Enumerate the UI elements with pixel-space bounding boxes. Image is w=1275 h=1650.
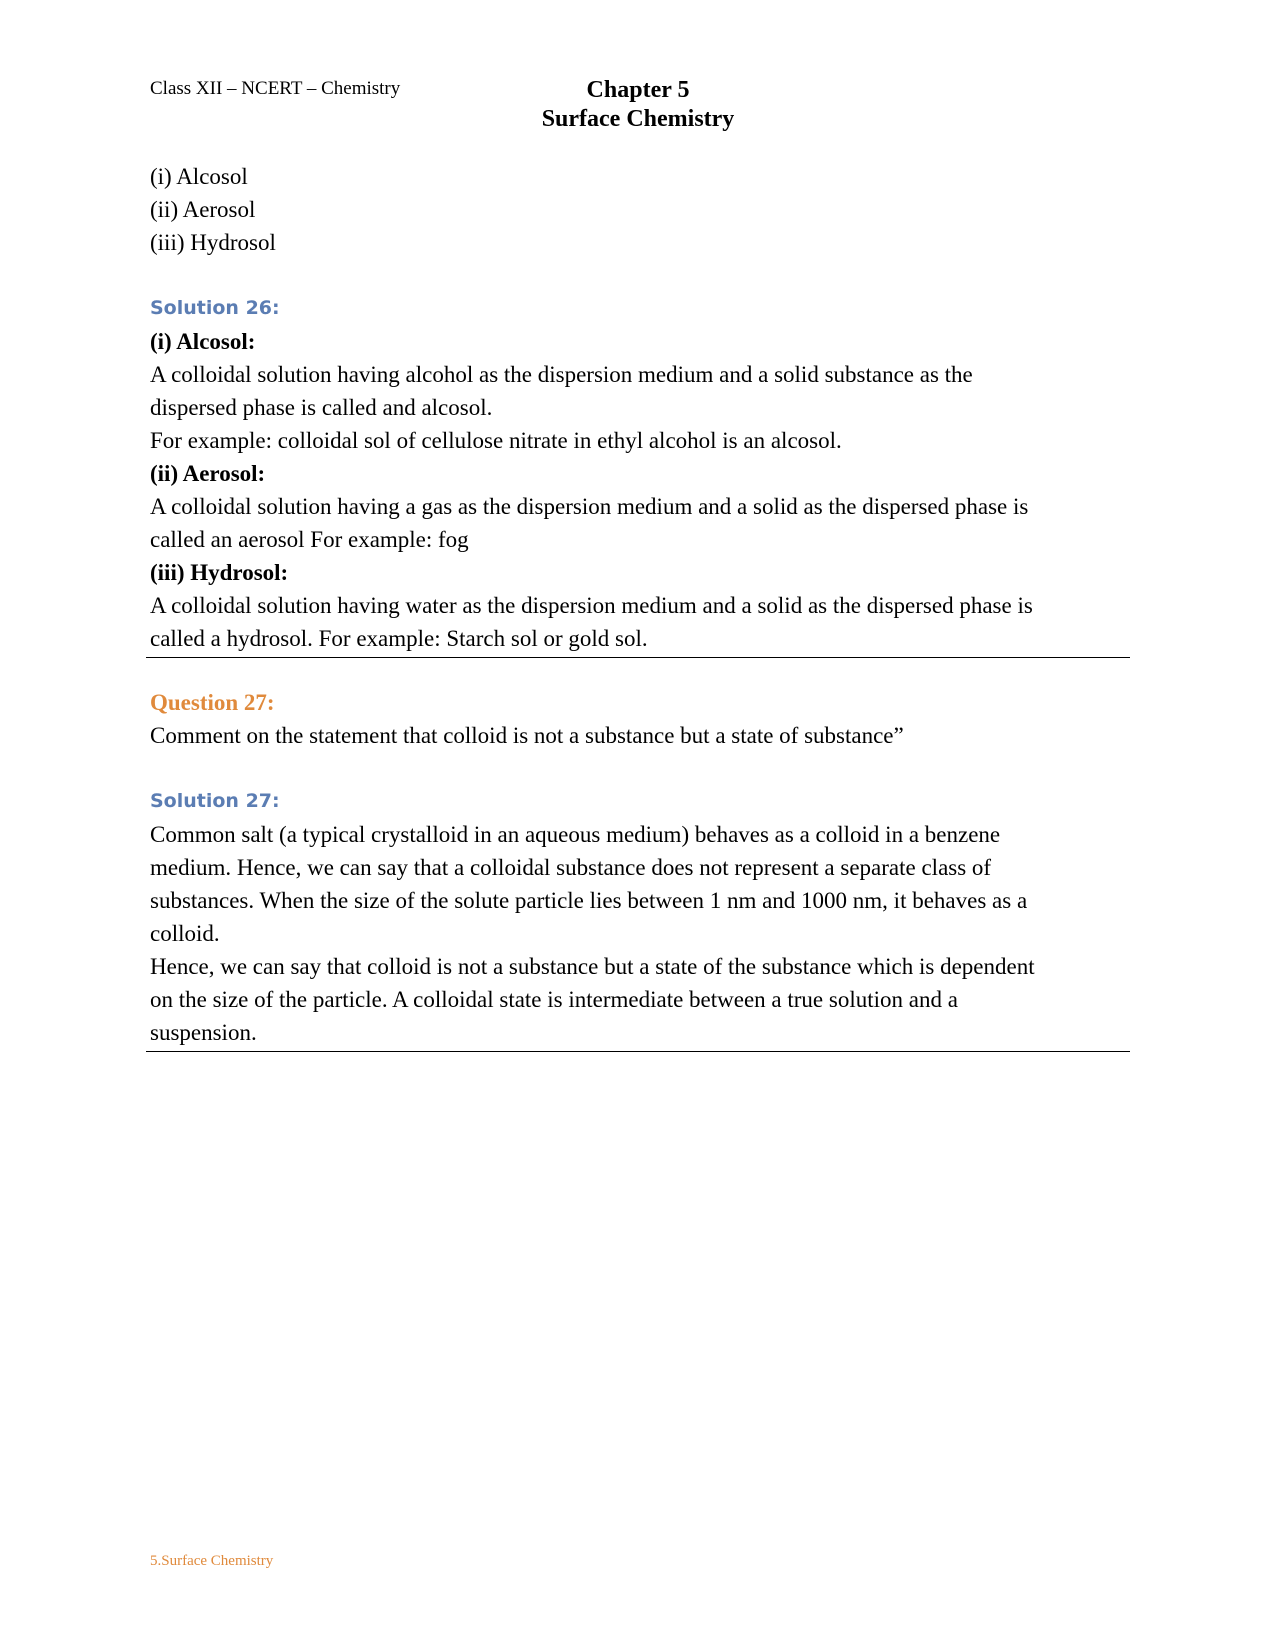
aerosol-text-line: called an aerosol For example: fog [150,527,469,552]
solution-27-text-line: Hence, we can say that colloid is not a substance but a state of the substance which is dependent [150,954,1035,979]
header-chapter-block [438,76,838,134]
page-content [150,160,1130,1052]
intro-list-item: (i) Alcosol [150,164,248,189]
hydrosol-text-line: called a hydrosol. For example: Starch sol or gold sol. [150,626,648,651]
intro-list-item: (iii) Hydrosol [150,230,276,255]
alcosol-text-line: A colloidal solution having alcohol as the dispersion medium and a solid substance as the [150,362,973,387]
solution-27-heading: Solution 27: [150,790,280,812]
aerosol-text-line: A colloidal solution having a gas as the dispersion medium and a solid as the dispersed phase is [150,494,1029,519]
question-27-heading: Question 27: [150,690,275,715]
solution-27-text-line: suspension. [150,1020,257,1045]
solution-27-text-line: substances. When the size of the solute particle lies between 1 nm and 1000 nm, it behaves as a [150,888,1028,913]
chapter-title: Surface Chemistry [541,106,735,132]
intro-list-item: (ii) Aerosol [150,197,256,222]
solution-26-heading: Solution 26: [150,297,280,319]
alcosol-subheading: (i) Alcosol: [150,329,256,354]
hydrosol-text-line: A colloidal solution having water as the dispersion medium and a solid as the dispersed phase is [150,593,1033,618]
header-course-label: Class XII – NCERT – Chemistry [150,78,401,99]
aerosol-subheading: (ii) Aerosol: [150,461,266,486]
chapter-number: Chapter 5 [586,77,690,103]
section-divider [146,1051,1130,1052]
question-27-text: Comment on the statement that colloid is not a substance but a state of substance” [150,723,904,748]
alcosol-text-line: dispersed phase is called and alcosol. [150,395,493,420]
alcosol-text-line: For example: colloidal sol of cellulose nitrate in ethyl alcohol is an alcosol. [150,428,842,453]
solution-27-text-line: on the size of the particle. A colloidal state is intermediate between a true solution and a [150,987,958,1012]
solution-27-text-line: colloid. [150,921,220,946]
solution-27-text-line: Common salt (a typical crystalloid in an aqueous medium) behaves as a colloid in a benzene [150,822,1001,847]
hydrosol-subheading: (iii) Hydrosol: [150,560,289,585]
page-footer: 5.Surface Chemistry [150,1553,274,1569]
solution-27-text-line: medium. Hence, we can say that a colloidal substance does not represent a separate class of [150,855,992,880]
